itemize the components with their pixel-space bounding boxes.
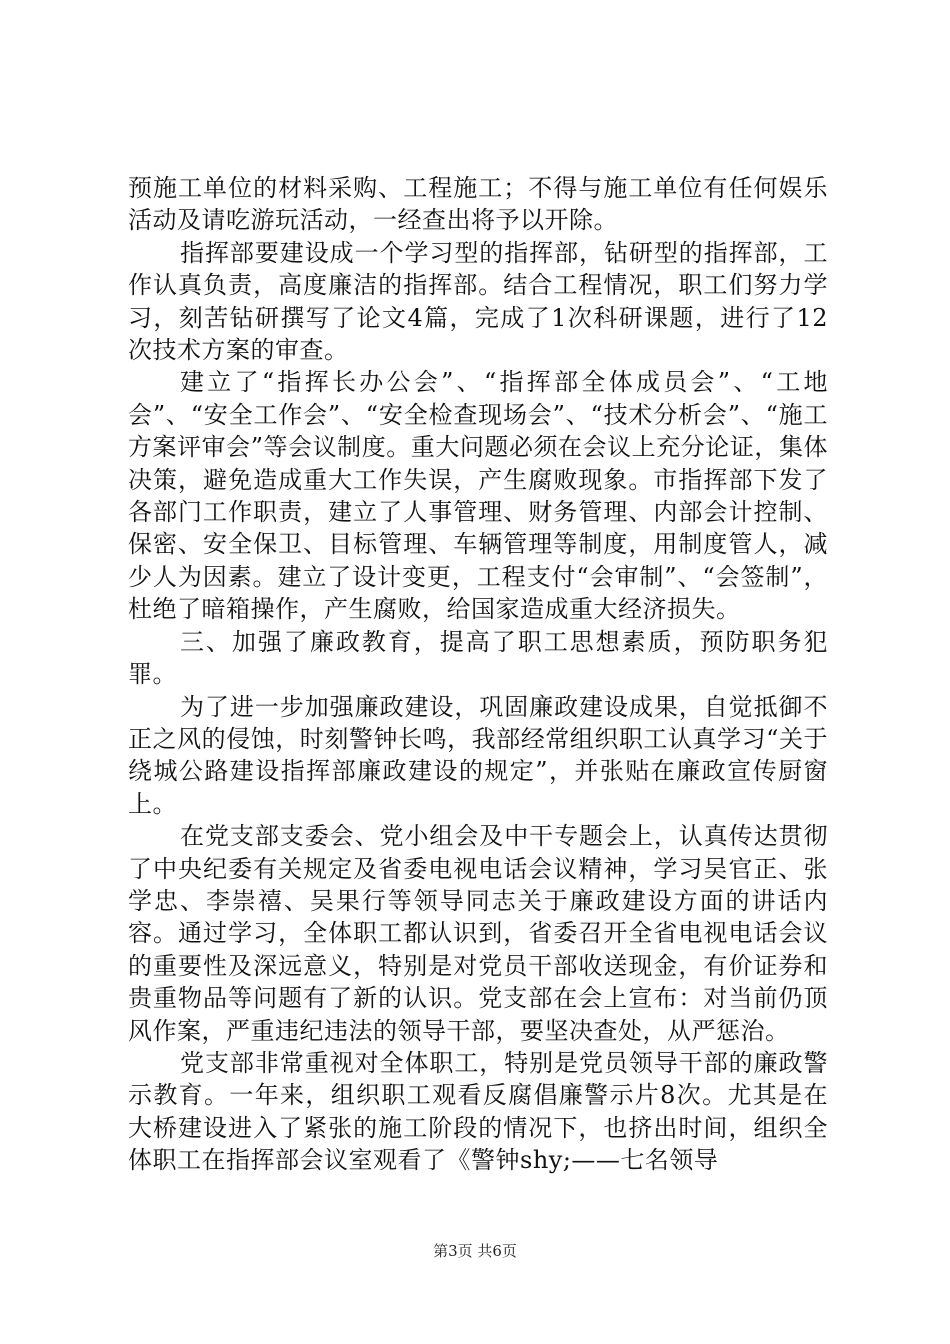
- section-heading-three: 三、加强了廉政教育，提高了职工思想素质，预防职务犯罪。: [128, 627, 828, 689]
- paragraph-party-branch-meeting: 在党支部支委会、党小组会及中干专题会上，认真传达贯彻了中央纪委有关规定及省委电视电话会议精神，学习吴官正、张学忠、李崇禧、吴果行等领导同志关于廉政建设方面的讲话内容。通过学习，全体职工都认识到，省委召开全省电视电话会议的重要性及深远意义，特别是对党员干部收送现金，有价证券和贵重物品等问题有了新的认识。党支部在会上宣布：对当前仍顶风作案，严重违纪违法的领导干部，要坚决查处，从严惩治。: [128, 822, 828, 1045]
- paragraph-continuation: 预施工单位的材料采购、工程施工；不得与施工单位有任何娱乐活动及请吃游玩活动，一经查出将予以开除。: [128, 174, 828, 235]
- paragraph-warning-education: 党支部非常重视对全体职工，特别是党员领导干部的廉政警示教育。一年来，组织职工观看反腐倡廉警示片8次。尤其是在大桥建设进入了紧张的施工阶段的情况下，也挤出时间，组织全体职工在指挥部会议室观看了《警钟shy;——七名领导: [128, 1048, 828, 1175]
- page-number-footer: 第3页 共6页: [433, 1242, 517, 1260]
- paragraph-learning-headquarters: 指挥部要建设成一个学习型的指挥部，钻研型的指挥部，工作认真负责，高度廉洁的指挥部。结合工程情况，职工们努力学习，刻苦钻研撰写了论文4篇，完成了1次科研课题，进行了12次技术方案的审查。: [128, 238, 828, 365]
- document-body: [128, 172, 828, 1177]
- paragraph-meeting-system: 建立了“指挥长办公会”、“指挥部全体成员会”、“工地会”、“安全工作会”、“安全检查现场会”、“技术分析会”、“施工方案评审会”等会议制度。重大问题必须在会议上充分论证，集体决策，避免造成重大工作失误，产生腐败现象。市指挥部下发了各部门工作职责，建立了人事管理、财务管理、内部会计控制、保密、安全保卫、目标管理、车辆管理等制度，用制度管人，减少人为因素。建立了设计变更，工程支付“会审制”、“会签制”，杜绝了暗箱操作，产生腐败，给国家造成重大经济损失。: [128, 368, 828, 624]
- paragraph-integrity-study: 为了进一步加强廉政建设，巩固廉政建设成果，自觉抵御不正之风的侵蚀，时刻警钟长鸣，我部经常组织职工认真学习“关于绕城公路建设指挥部廉政建设的规定”，并张贴在廉政宣传厨窗上。: [128, 692, 828, 818]
